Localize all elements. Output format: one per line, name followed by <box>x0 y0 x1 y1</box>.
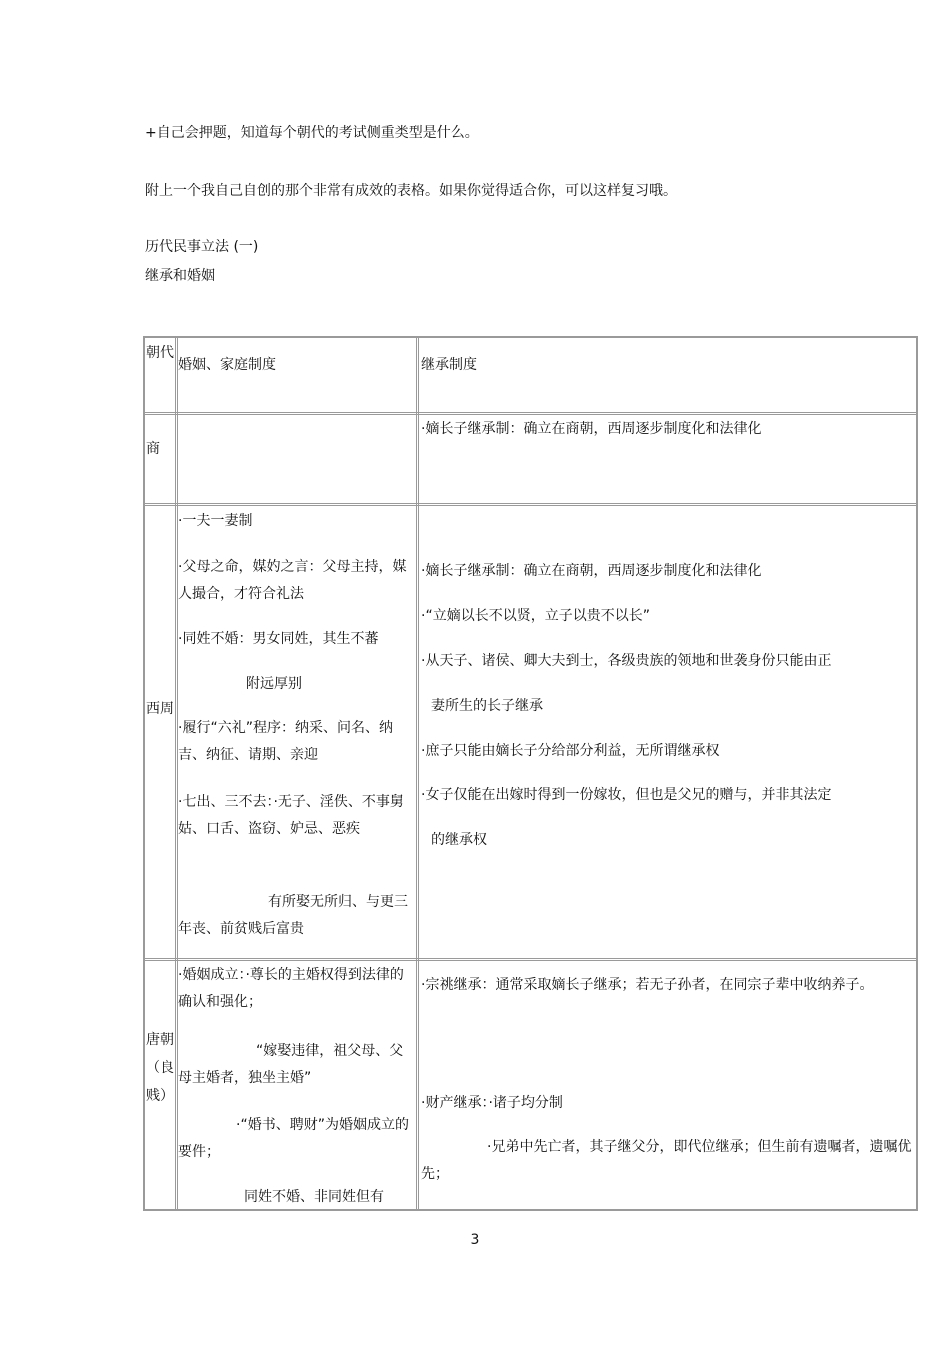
xizhou-inheritance-item: ·从天子、诸侯、卿大夫到士，各级贵族的领地和世袭身份只能由正 <box>421 653 832 669</box>
xizhou-marriage-cell <box>178 508 418 958</box>
legislation-table <box>143 336 918 1211</box>
tang-marriage-item: “嫁娶违律，祖父母、父母主婚者，独坐主婚” <box>178 1043 404 1086</box>
xizhou-inheritance-item: ·女子仅能在出嫁时得到一份嫁妆，但也是父兄的赠与，并非其法定 <box>421 787 832 803</box>
header-marriage: 婚姻、家庭制度 <box>178 357 276 373</box>
dynasty-xizhou: 西周 <box>146 701 174 717</box>
dynasty-tang: 唐朝（良贱） <box>146 1032 174 1104</box>
section-title: 历代民事立法 (一) <box>145 239 259 255</box>
xizhou-inheritance-item: ·嫡长子继承制：确立在商朝，西周逐步制度化和法律化 <box>421 563 762 579</box>
page-number: 3 <box>470 1232 480 1248</box>
tang-inheritance-item: ·宗祧继承：通常采取嫡长子继承；若无子孙者，在同宗子辈中收纳养子。 <box>421 977 874 993</box>
tang-marriage-cell <box>178 962 418 1209</box>
intro-line-2: 附上一个我自己自创的那个非常有成效的表格。如果你觉得适合你，可以这样复习哦。 <box>145 183 677 199</box>
xizhou-inheritance-item: 妻所生的长子继承 <box>431 698 543 714</box>
intro-line-1: +自己会押题，知道每个朝代的考试侧重类型是什么。 <box>145 125 479 141</box>
xizhou-inheritance-item: 的继承权 <box>431 832 487 848</box>
xizhou-marriage-item: ·七出、三不去：·无子、淫佚、不事舅姑、口舌、盗窃、妒忌、恶疾 <box>178 794 404 837</box>
header-dynasty: 朝代 <box>146 345 174 361</box>
tang-marriage-item: ·婚姻成立：·尊长的主婚权得到法律的确认和强化； <box>178 967 404 1010</box>
xizhou-inheritance-item: ·庶子只能由嫡长子分给部分利益，无所谓继承权 <box>421 743 720 759</box>
shang-inheritance: ·嫡长子继承制：确立在商朝，西周逐步制度化和法律化 <box>421 421 762 437</box>
xizhou-inheritance-cell <box>421 508 917 958</box>
header-inheritance: 继承制度 <box>421 357 477 373</box>
xizhou-marriage-item: ·父母之命，媒妁之言：父母主持，媒人撮合，才符合礼法 <box>178 559 407 602</box>
xizhou-inheritance-item: ·“立嫡以长不以贤，立子以贵不以长” <box>421 608 650 624</box>
dynasty-shang: 商 <box>146 441 160 457</box>
tang-marriage-item: ·“婚书、聘财”为婚姻成立的要件； <box>178 1117 409 1160</box>
xizhou-marriage-item: ·一夫一妻制 <box>178 513 253 529</box>
row-divider <box>145 412 916 415</box>
tang-inheritance-item: ·兄弟中先亡者，其子继父分，即代位继承；但生前有遗嘱者，遗嘱优先； <box>421 1139 912 1182</box>
row-divider <box>145 503 916 506</box>
tang-inheritance-cell <box>421 962 917 1209</box>
xizhou-marriage-item: ·同姓不婚：男女同姓，其生不蕃 <box>178 631 379 647</box>
xizhou-marriage-item: ·履行“六礼”程序：纳采、问名、纳吉、纳征、请期、亲迎 <box>178 720 393 763</box>
section-subtitle: 继承和婚姻 <box>145 268 215 284</box>
tang-marriage-item: 同姓不婚、非同姓但有 <box>244 1189 384 1205</box>
tang-inheritance-item: ·财产继承：·诸子均分制 <box>421 1095 563 1111</box>
xizhou-marriage-item: 有所娶无所归、与更三年丧、前贫贱后富贵 <box>178 894 408 937</box>
row-divider <box>145 958 916 961</box>
xizhou-marriage-item: 附远厚别 <box>246 676 302 692</box>
